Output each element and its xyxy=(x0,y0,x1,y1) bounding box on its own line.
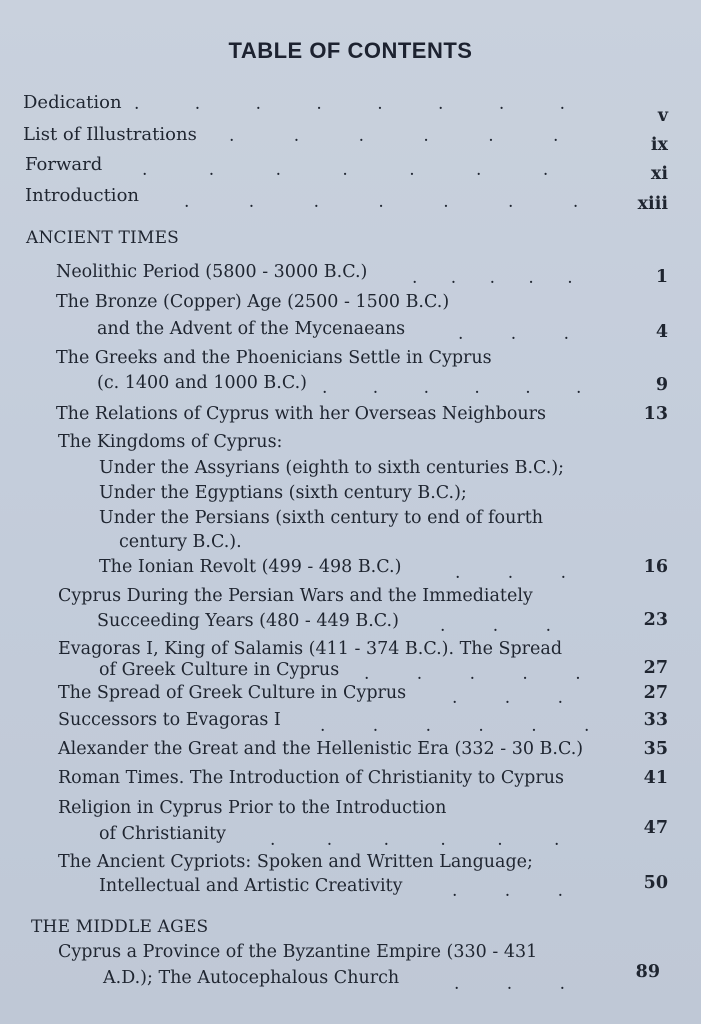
leader-dots: . . . . . . . . xyxy=(134,94,591,114)
toc-entry-successors: Successors to Evagoras I xyxy=(58,710,281,730)
page-number: 47 xyxy=(643,818,668,838)
toc-entry-evagoras: Evagoras I, King of Salamis (411 - 374 B.C.). The Spread xyxy=(58,639,563,659)
leader-dots: . . . xyxy=(452,688,585,708)
toc-entry-dedication: Dedication xyxy=(23,92,122,113)
page-number: 23 xyxy=(643,610,668,630)
toc-entry-alexander: Alexander the Great and the Hellenistic Era (332 - 30 B.C.) xyxy=(58,739,584,759)
page-number: 4 xyxy=(655,322,668,342)
toc-entry-spread: The Spread of Greek Culture in Cyprus xyxy=(58,683,407,703)
leader-dots: . . . xyxy=(458,324,591,344)
page-number: 41 xyxy=(643,768,668,788)
leader-dots: . . . . . . xyxy=(270,830,583,850)
toc-entry-greeks-cont: (c. 1400 and 1000 B.C.) xyxy=(97,373,307,393)
page-number: xiii xyxy=(637,194,668,214)
toc-entry-bronze-cont: and the Advent of the Mycenaeans xyxy=(97,319,406,339)
leader-dots: . . . . . . xyxy=(322,378,602,398)
page-number: 16 xyxy=(643,557,668,577)
toc-entry-religion-cont: of Christianity xyxy=(99,824,227,844)
toc-entry-roman: Roman Times. The Introduction of Christianity to Cyprus xyxy=(58,768,564,788)
leader-dots: . . . . . . . xyxy=(184,192,606,212)
page-number: 9 xyxy=(655,375,668,395)
toc-entry-greeks: The Greeks and the Phoenicians Settle in Cyprus xyxy=(56,348,492,368)
toc-entry-kingdoms-line3: Under the Egyptians (sixth century B.C.); xyxy=(99,483,467,503)
page-title: TABLE OF CONTENTS xyxy=(228,38,473,63)
section-heading-middle: THE MIDDLE AGES xyxy=(31,917,209,937)
page-number: 13 xyxy=(643,404,668,424)
toc-entry-kingdoms-line5: century B.C.). xyxy=(119,532,242,552)
leader-dots: . . . xyxy=(452,881,585,901)
page-number: 33 xyxy=(643,710,668,730)
toc-entry-byzantine-cont: A.D.); The Autocephalous Church xyxy=(103,968,400,988)
toc-entry-kingdoms: The Kingdoms of Cyprus: xyxy=(58,432,283,452)
toc-entry-forward: Forward xyxy=(25,154,103,175)
leader-dots: . . . . . xyxy=(412,268,587,288)
leader-dots: . . . . . . xyxy=(229,126,586,146)
toc-entry-byzantine: Cyprus a Province of the Byzantine Empire (330 - 431 xyxy=(58,942,538,962)
toc-entry-introduction: Introduction xyxy=(25,185,139,206)
leader-dots: . . . . . xyxy=(364,664,602,684)
page-number: v xyxy=(657,106,668,126)
leader-dots: . . . xyxy=(440,616,573,636)
toc-entry-evagoras-cont: of Greek Culture in Cyprus xyxy=(99,660,340,680)
toc-entry-cypriots-cont: Intellectual and Artistic Creativity xyxy=(99,876,403,896)
page-number: 89 xyxy=(635,962,660,982)
page-number: 27 xyxy=(643,683,668,703)
page-number: 35 xyxy=(643,739,668,759)
page-number: xi xyxy=(650,164,668,184)
leader-dots: . . . xyxy=(454,974,587,994)
toc-entry-neolithic: Neolithic Period (5800 - 3000 B.C.) xyxy=(56,262,368,282)
toc-entry-persian-wars-cont: Succeeding Years (480 - 449 B.C.) xyxy=(97,611,399,631)
toc-entry-kingdoms-line2: Under the Assyrians (eighth to sixth centuries B.C.); xyxy=(99,458,565,478)
leader-dots: . . . xyxy=(455,563,588,583)
page-number: ix xyxy=(650,135,668,155)
toc-entry-illustrations: List of Illustrations xyxy=(23,124,197,145)
leader-dots: . . . . . . xyxy=(320,716,611,736)
toc-entry-cypriots: The Ancient Cypriots: Spoken and Written Language; xyxy=(58,852,533,872)
toc-entry-persian-wars: Cyprus During the Persian Wars and the Immediately xyxy=(58,586,533,606)
toc-entry-bronze: The Bronze (Copper) Age (2500 - 1500 B.C.) xyxy=(56,292,450,312)
toc-entry-religion: Religion in Cyprus Prior to the Introduction xyxy=(58,798,447,818)
page-number: 50 xyxy=(643,873,668,893)
page-number: 1 xyxy=(655,267,668,287)
leader-dots: . . . . . . . xyxy=(142,160,577,180)
toc-entry-kingdoms-line6: The Ionian Revolt (499 - 498 B.C.) xyxy=(99,557,402,577)
toc-entry-kingdoms-line4: Under the Persians (sixth century to end of fourth xyxy=(99,508,544,528)
toc-entry-relations: The Relations of Cyprus with her Overseas Neighbours xyxy=(56,404,546,424)
page-number: 27 xyxy=(643,658,668,678)
section-heading-ancient: ANCIENT TIMES xyxy=(26,228,180,248)
